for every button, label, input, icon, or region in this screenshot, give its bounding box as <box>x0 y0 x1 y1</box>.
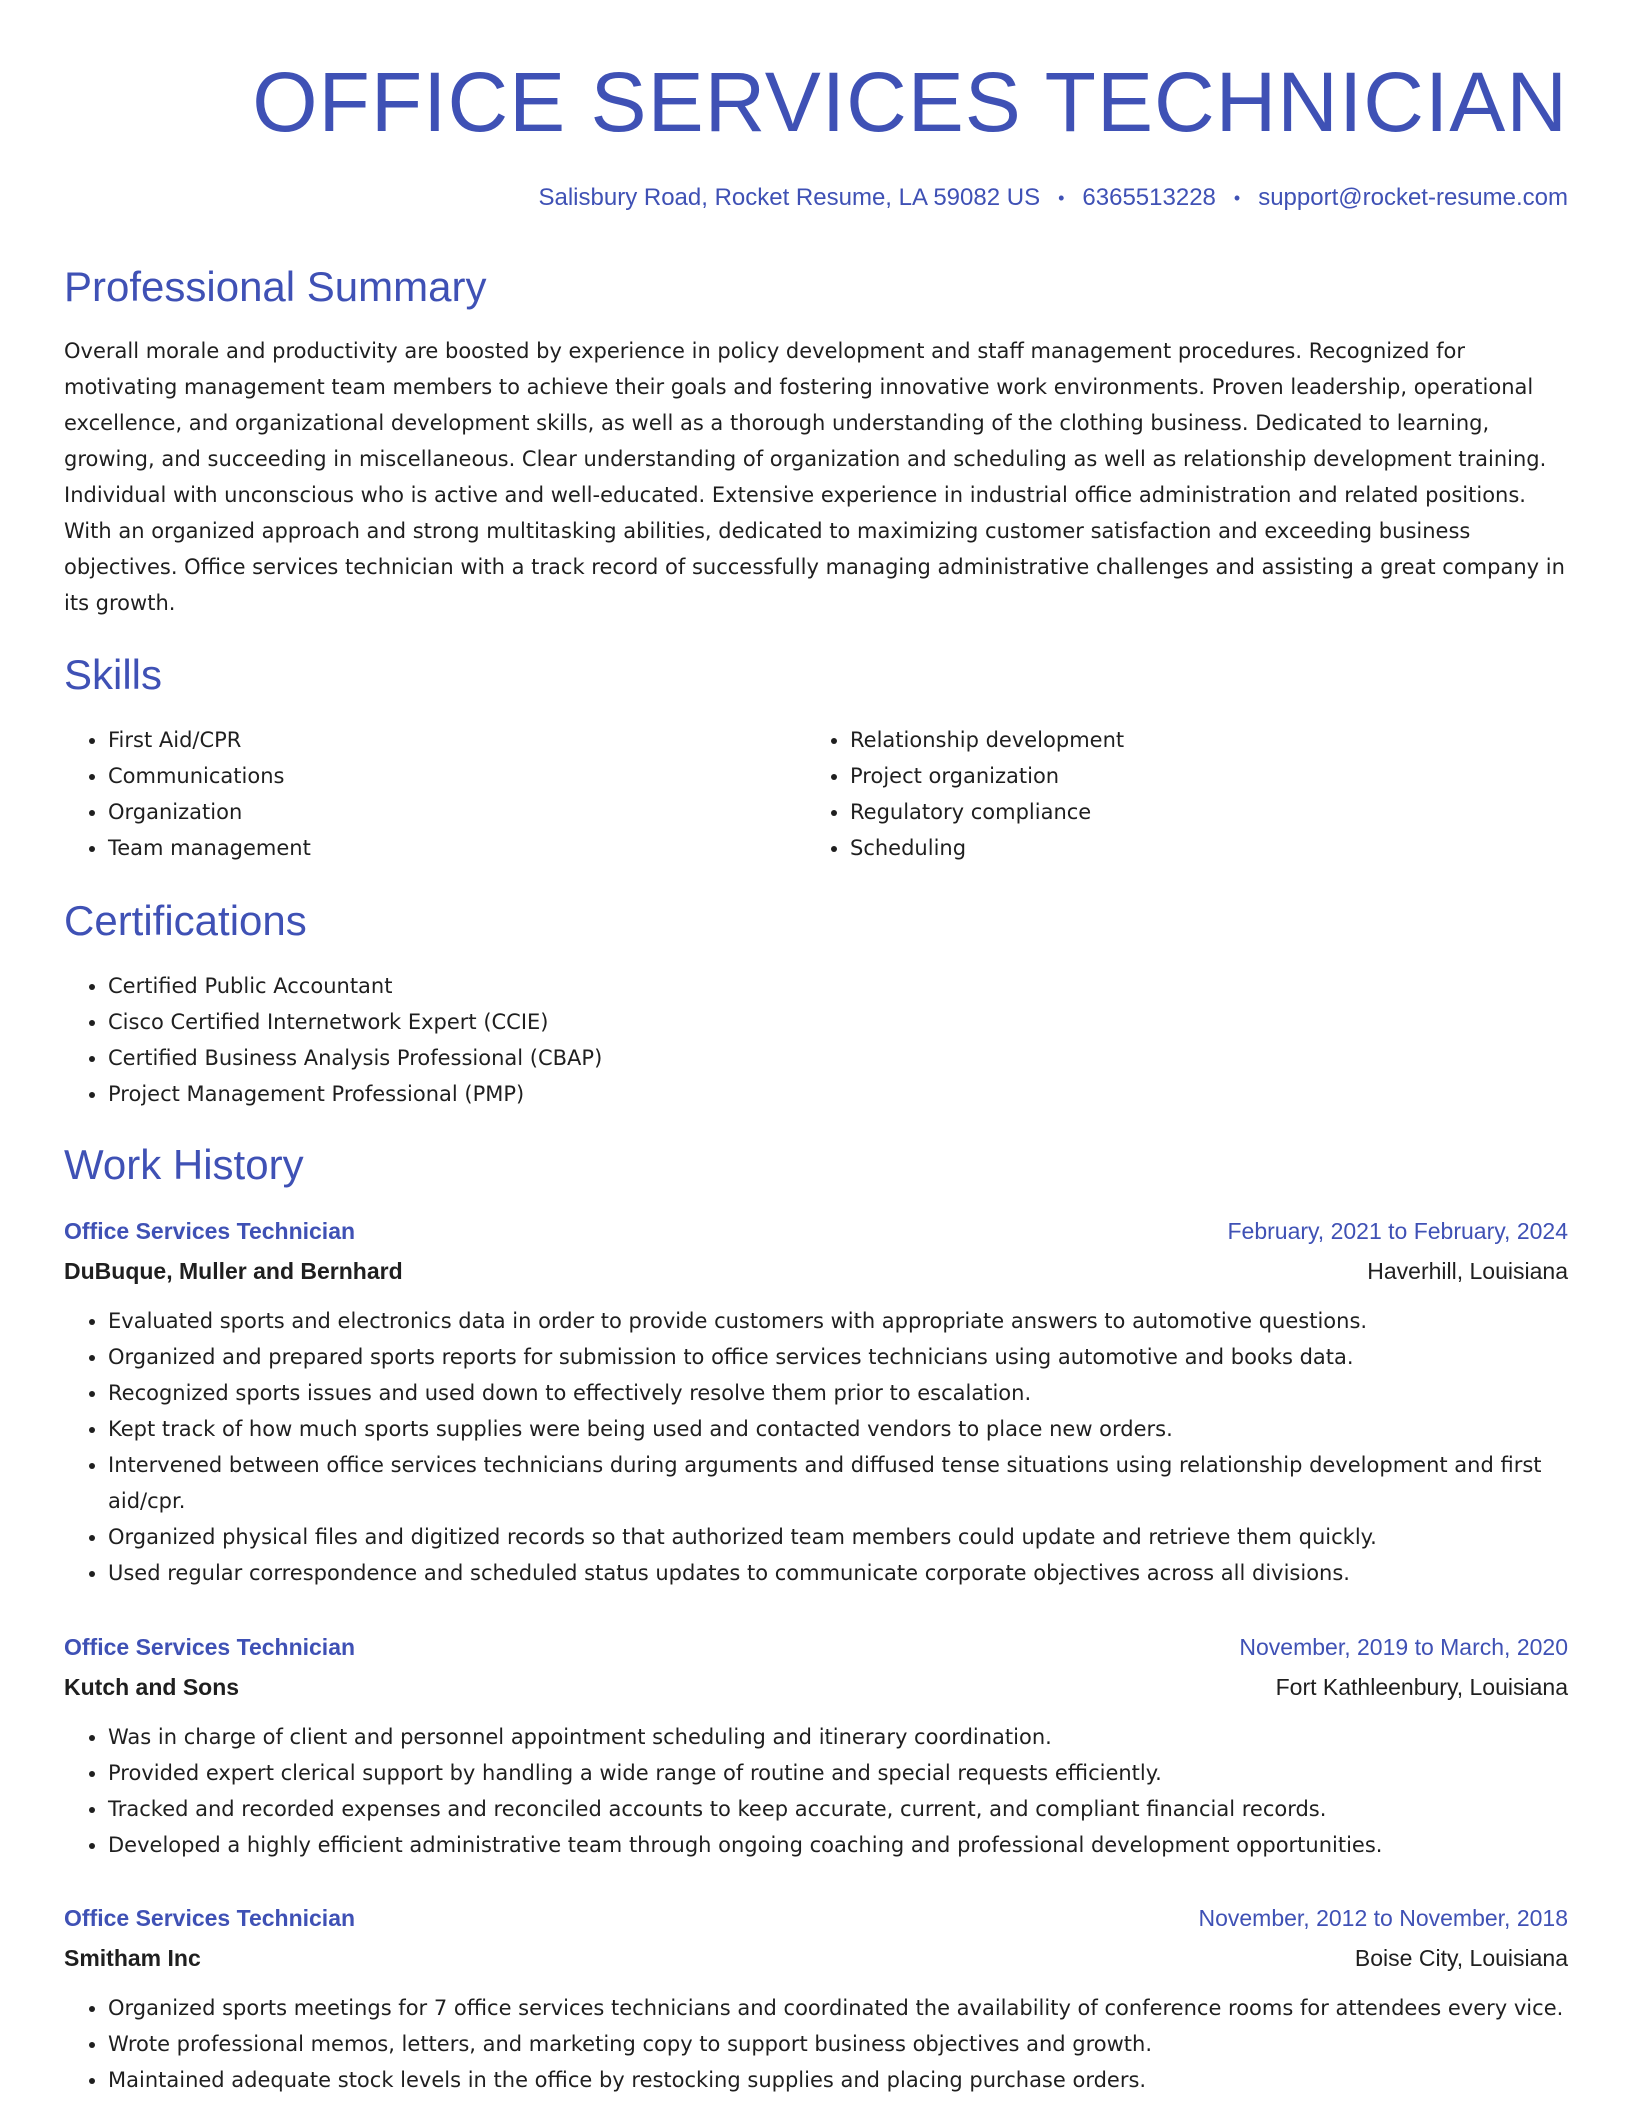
contact-line <box>538 182 1568 214</box>
job-bullet: • Tracked and recorded expenses and reconciled accounts to keep accurate, current, and compliant financial records. <box>108 1791 1568 1827</box>
job-company: Kutch and Sons <box>64 1674 240 1700</box>
contact-address: Salisbury Road, Rocket Resume, LA 59082 US <box>538 184 1041 211</box>
job-company-row <box>64 1938 1568 1978</box>
job-bullet: • Wrote professional memos, letters, and marketing copy to support business objectives and growth. <box>108 2026 1568 2062</box>
job-location: Boise City, Louisiana <box>1354 1945 1568 1971</box>
job-header-row <box>64 1627 1568 1667</box>
certifications-heading: Certifications <box>64 897 307 944</box>
certification-item: • Project Management Professional (PMP) <box>108 1076 1612 1112</box>
skill-item: • Organization <box>108 794 848 830</box>
job-bullet: • Recognized sports issues and used down to effectively resolve them prior to escalation. <box>108 1375 1568 1411</box>
work-history-heading: Work History <box>64 1141 304 1188</box>
job-bullet: • Developed a highly efficient administrative team through ongoing coaching and professional development opportunities. <box>108 1827 1568 1863</box>
job-entry <box>64 1211 1568 1591</box>
summary-heading: Professional Summary <box>64 263 487 310</box>
job-header-row <box>64 1898 1568 1938</box>
job-bullets <box>64 1719 1568 1863</box>
summary-text: Overall morale and productivity are boosted by experience in policy development and staff management procedures. Recognized for motivating management team members to achieve their goals and fostering innovative work environments. Proven leadership, operational excellence, and organizational development skills, as well as a thorough understanding of the clothing business. Dedicated to learning, growing, and succeeding in miscellaneous. Clear understanding of organization and scheduling as well as relationship development training. Individual with unconscious who is active and well-educated. Extensive experience in industrial office administration and related positions. With an organized approach and strong multitasking abilities, dedicated to maximizing customer satisfaction and exceeding business objectives. Office services technician with a track record of successfully managing administrative challenges and assisting a great company in its growth. <box>64 339 1565 615</box>
skill-item: • Communications <box>108 758 848 794</box>
job-company-row <box>64 1667 1568 1707</box>
job-bullet: • Used regular correspondence and scheduled status updates to communicate corporate objectives across all divisions. <box>108 1555 1568 1591</box>
contact-separator: • <box>1233 188 1241 208</box>
certification-item: • Certified Business Analysis Professional (CBAP) <box>108 1040 1612 1076</box>
skill-item: • Team management <box>108 830 848 866</box>
job-entry <box>64 1898 1568 2098</box>
job-bullets <box>64 1990 1568 2098</box>
skill-item: • Relationship development <box>850 722 1590 758</box>
contact-email: support@rocket-resume.com <box>1258 184 1568 211</box>
skill-item: • Project organization <box>850 758 1590 794</box>
job-title: Office Services Technician <box>64 1634 356 1660</box>
resume-title: OFFICE SERVICES TECHNICIAN <box>252 55 1568 149</box>
job-bullet: • Evaluated sports and electronics data in order to provide customers with appropriate answers to automotive questions. <box>108 1303 1568 1339</box>
job-company: DuBuque, Muller and Bernhard <box>64 1258 403 1284</box>
skill-item: • Regulatory compliance <box>850 794 1590 830</box>
job-dates: November, 2019 to March, 2020 <box>1239 1634 1568 1660</box>
job-company-row <box>64 1251 1568 1291</box>
contact-separator: • <box>1058 188 1065 208</box>
job-bullet: • Maintained adequate stock levels in the office by restocking supplies and placing purchase orders. <box>108 2062 1568 2098</box>
skills-list-left <box>64 722 848 866</box>
skills-list-right <box>806 722 1590 866</box>
skill-item: • First Aid/CPR <box>108 722 848 758</box>
job-entry <box>64 1627 1568 1863</box>
job-bullets <box>64 1303 1568 1591</box>
job-location: Haverhill, Louisiana <box>1367 1258 1568 1284</box>
certification-item: • Cisco Certified Internetwork Expert (CCIE) <box>108 1004 1612 1040</box>
job-dates: November, 2012 to November, 2018 <box>1198 1905 1568 1931</box>
job-bullet: • Organized and prepared sports reports for submission to office services technicians using automotive and books data. <box>108 1339 1568 1375</box>
job-title: Office Services Technician <box>64 1218 356 1244</box>
skills-heading: Skills <box>64 651 163 698</box>
job-title: Office Services Technician <box>64 1905 356 1931</box>
certifications-list <box>64 968 1612 1112</box>
job-bullet: • Provided expert clerical support by handling a wide range of routine and special requests efficiently. <box>108 1755 1568 1791</box>
skill-item: • Scheduling <box>850 830 1590 866</box>
job-bullet: • Organized sports meetings for 7 office services technicians and coordinated the availability of conference rooms for attendees every vice. <box>108 1990 1568 2026</box>
job-dates: February, 2021 to February, 2024 <box>1227 1218 1568 1244</box>
job-bullet: • Was in charge of client and personnel appointment scheduling and itinerary coordination. <box>108 1719 1568 1755</box>
certification-item: • Certified Public Accountant <box>108 968 1612 1004</box>
job-company: Smitham Inc <box>64 1945 201 1971</box>
job-bullet: • Organized physical files and digitized records so that authorized team members could update and retrieve them quickly. <box>108 1519 1568 1555</box>
contact-phone: 6365513228 <box>1082 184 1216 211</box>
job-bullet: • Intervened between office services technicians during arguments and diffused tense situations using relationship development and first aid/cpr. <box>108 1447 1568 1519</box>
job-header-row <box>64 1211 1568 1251</box>
job-location: Fort Kathleenbury, Louisiana <box>1275 1674 1568 1700</box>
job-bullet: • Kept track of how much sports supplies were being used and contacted vendors to place new orders. <box>108 1411 1568 1447</box>
